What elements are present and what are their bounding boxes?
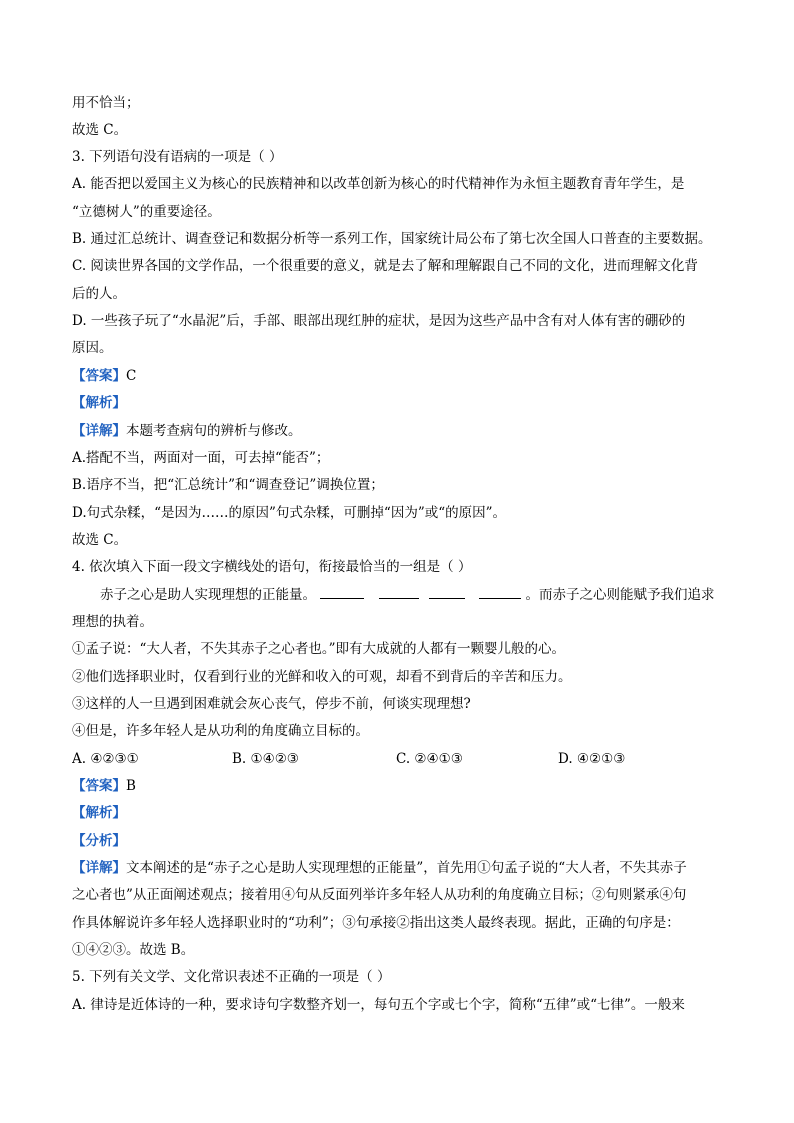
options-row: [72, 746, 736, 773]
text-line: 之心者也”从正面阐述观点；接着用④句从反面列举许多年轻人从功利的角度确立目标；②句则紧承④句: [72, 887, 687, 903]
option-c-cont: 后的人。: [72, 286, 126, 302]
blank: [320, 584, 364, 599]
sentence-2: ②他们选择职业时，仅看到行业的光鲜和收入的可观，却看不到背后的辛苦和压力。: [72, 669, 572, 685]
answer-tag: 【答案】: [72, 368, 126, 384]
answer-value: B: [126, 778, 136, 794]
text-line: A.搭配不当，两面对一面，可去掉“能否”；: [72, 450, 330, 466]
answer-line: [72, 363, 736, 390]
option-a: A. ④②③①: [72, 751, 139, 767]
detail-tag: 【详解】: [72, 860, 126, 876]
question-4-stem: 4. 依次填入下面一段文字横线处的语句，衔接最恰当的一组是（ ）: [72, 559, 472, 575]
detail-text: 本题考查病句的辨析与修改。: [126, 423, 302, 439]
fill-text-b: 。而赤子之心则能赋予我们追求: [525, 587, 715, 603]
text-line: 故选 C。: [72, 532, 128, 548]
text-line: 用不恰当；: [72, 95, 140, 111]
detail-text: 文本阐述的是“赤子之心是助人实现理想的正能量”，首先用①句孟子说的“大人者，不失其赤子: [126, 860, 687, 876]
sentence-4: ④但是，许多年轻人是从功利的角度确立目标的。: [72, 723, 369, 739]
option-a-cont: “立德树人”的重要途径。: [72, 204, 221, 220]
option-b: B. ①④②③: [232, 751, 299, 767]
analysis-line: [72, 390, 736, 417]
option-d-cont: 原因。: [72, 340, 113, 356]
text-line: D.句式杂糅，“是因为……的原因”句式杂糅，可删掉“因为”或“的原因”。: [72, 505, 507, 521]
blank: [479, 584, 521, 599]
detail-tag: 【详解】: [72, 423, 126, 439]
text-line: 故选 C。: [72, 122, 128, 138]
blank: [429, 584, 465, 599]
option-a: A. 律诗是近体诗的一种，要求诗句字数整齐划一，每句五个字或七个字，简称“五律”或“七律”。一般来: [72, 997, 685, 1013]
analysis-tag: 【解析】: [72, 395, 126, 411]
fill-text-a: 赤子之心是助人实现理想的正能量。: [100, 587, 316, 603]
text-line: 理想的执着。: [72, 614, 153, 630]
option-d: D. 一些孩子玩了“水晶泥”后，手部、眼部出现红肿的症状，是因为这些产品中含有对人体有害的硼砂的: [72, 313, 686, 329]
option-d: D. ④②①③: [558, 751, 626, 767]
answer-tag: 【答案】: [72, 778, 126, 794]
analysis-tag: 【解析】: [72, 805, 126, 821]
fill-blank-line: [100, 582, 736, 609]
text-line: B.语序不当，把“汇总统计”和“调查登记”调换位置；: [72, 477, 384, 493]
detail-line: [72, 418, 736, 445]
blank: [379, 584, 419, 599]
option-a: A. 能否把以爱国主义为核心的民族精神和以改革创新为核心的时代精神作为永恒主题教育青年学生，是: [72, 176, 685, 192]
answer-line: [72, 773, 736, 800]
text-line: ①④②③。故选 B。: [72, 942, 195, 958]
analysis-sub-line: [72, 828, 736, 855]
option-b: B. 通过汇总统计、调查登记和数据分析等一系列工作，国家统计局公布了第七次全国人口普查的主要数据。: [72, 231, 712, 247]
analysis-line: [72, 800, 736, 827]
sentence-3: ③这样的人一旦遇到困难就会灰心丧气，停步不前，何谈实现理想?: [72, 696, 471, 712]
option-c: C. 阅读世界各国的文学作品，一个很重要的意义，就是去了解和理解跟自己不同的文化，进而理解文化背: [72, 258, 698, 274]
question-5-stem: 5. 下列有关文学、文化常识表述不正确的一项是（ ）: [72, 969, 391, 985]
answer-value: C: [126, 368, 137, 384]
question-3-stem: 3. 下列语句没有语病的一项是（ ）: [72, 149, 283, 165]
analysis-sub-tag: 【分析】: [72, 833, 126, 849]
sentence-1: ①孟子说：“大人者，不失其赤子之心者也。”即有大成就的人都有一颗婴儿般的心。: [72, 641, 566, 657]
option-c: C. ②④①③: [396, 751, 463, 767]
text-line: 作具体解说许多年轻人选择职业时的“功利”；③句承接②指出这类人最终表现。据此，正确的句序是：: [72, 915, 680, 931]
detail-line: [72, 855, 736, 882]
